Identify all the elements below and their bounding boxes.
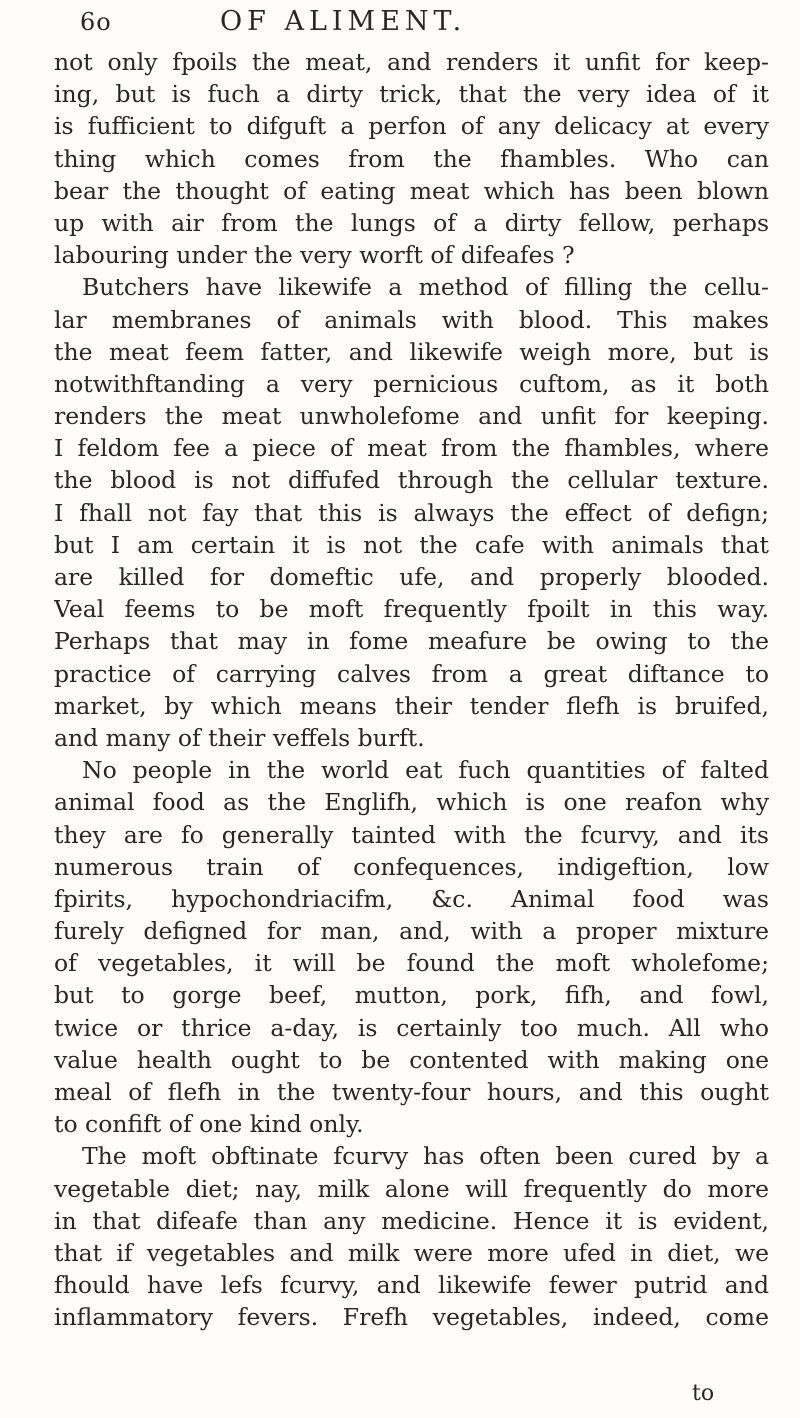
text-line: The moft obftinate fcurvy has often been cured by a	[82, 1142, 769, 1171]
text-line: is fufficient to difguft a perfon of any delicacy at every	[54, 112, 769, 141]
text-line: lar membranes of animals with blood. This makes	[54, 305, 769, 334]
text-line: ing, but is fuch a dirty trick, that the very idea of it	[54, 80, 769, 109]
text-line: practice of carrying calves from a great diftance to	[54, 659, 769, 688]
text-line: fpirits, hypochondriacifm, &c. Animal food was	[54, 884, 769, 913]
text-line: vegetable diet; nay, milk alone will frequently do more	[54, 1174, 769, 1203]
text-line: the meat feem fatter, and likewife weigh more, but is	[54, 337, 769, 366]
text-line: twice or thrice a-day, is certainly too much. All who	[54, 1013, 769, 1042]
text-line: are killed for domeftic ufe, and properly blooded.	[54, 563, 769, 591]
text-line: that if vegetables and milk were more ufed in diet, we	[54, 1238, 769, 1267]
text-line: to confift of one kind only.	[54, 1110, 364, 1139]
text-line: meal of flefh in the twenty-four hours, and this ought	[54, 1078, 769, 1106]
text-line: animal food as the Englifh, which is one reafon why	[54, 788, 769, 817]
text-line: bear the thought of eating meat which has been blown	[54, 176, 769, 205]
text-line: furely defigned for man, and, with a proper mixture	[54, 917, 769, 946]
text-line: up with air from the lungs of a dirty fellow, perhaps	[54, 208, 769, 237]
text-line: renders the meat unwholefome and unfit for keeping.	[54, 402, 769, 431]
text-line: market, by which means their tender flefh is bruifed,	[54, 691, 769, 720]
text-line: No people in the world eat fuch quantities of falted	[82, 756, 769, 785]
text-line: they are fo generally tainted with the fcurvy, and its	[54, 820, 769, 849]
text-line: I feldom fee a piece of meat from the fhambles, where	[54, 434, 769, 463]
text-line: inflammatory fevers. Frefh vegetables, indeed, come	[54, 1303, 769, 1332]
body-text	[54, 46, 769, 1334]
text-line: but I am certain it is not the cafe with animals that	[54, 530, 769, 559]
text-line: and many of their veffels burft.	[54, 723, 425, 752]
page-number: 6o	[80, 8, 112, 36]
text-line: fhould have lefs fcurvy, and likewife fewer putrid and	[54, 1271, 769, 1300]
text-line: the blood is not diffufed through the cellular texture.	[54, 466, 769, 495]
text-line: Veal feems to be moft frequently fpoilt in this way.	[54, 595, 769, 624]
text-line: not only fpoils the meat, and renders it unfit for keep-	[54, 48, 769, 76]
text-line: but to gorge beef, mutton, pork, fifh, and fowl,	[54, 981, 769, 1010]
text-line: of vegetables, it will be found the moft wholefome;	[54, 949, 769, 978]
text-line: Butchers have likewife a method of filling the cellu-	[82, 273, 769, 302]
text-line: Perhaps that may in fome meafure be owing to the	[54, 627, 769, 656]
text-line: value health ought to be contented with making one	[54, 1045, 769, 1074]
running-head: OF ALIMENT.	[220, 6, 467, 37]
text-line: in that difeafe than any medicine. Hence it is evident,	[54, 1206, 769, 1235]
text-line: thing which comes from the fhambles. Who can	[54, 144, 769, 173]
text-line: notwithftanding a very pernicious cuftom, as it both	[54, 369, 769, 398]
text-line: I fhall not fay that this is always the effect of defign;	[54, 498, 769, 527]
text-line: numerous train of confequences, indigeftion, low	[54, 852, 769, 881]
page-header	[0, 2, 800, 46]
text-line: labouring under the very worft of difeafes ?	[54, 241, 575, 270]
catchword: to	[692, 1381, 715, 1406]
